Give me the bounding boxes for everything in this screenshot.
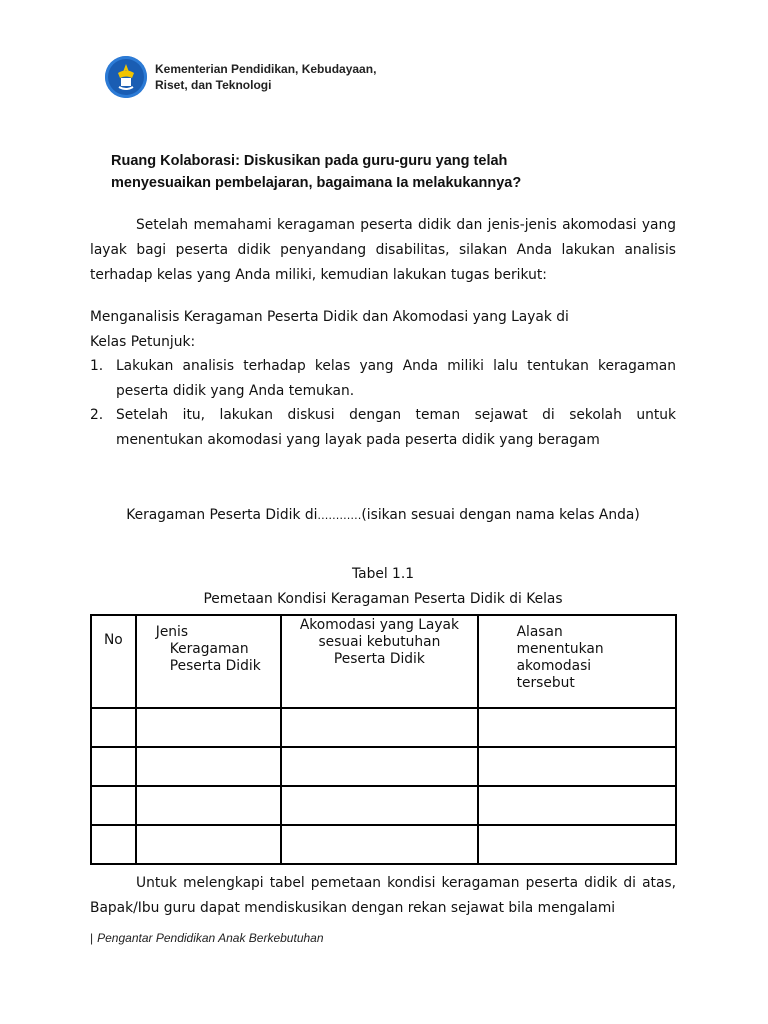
table-cell[interactable]: [478, 786, 676, 825]
header-jenis-line3: Peserta Didik: [169, 658, 261, 674]
mapping-table: [90, 614, 677, 865]
table-cell[interactable]: [281, 786, 477, 825]
table-cell[interactable]: [91, 747, 136, 786]
closing-paragraph: Untuk melengkapi tabel pemetaan kondisi keragaman peserta didik di atas, Bapak/Ibu guru dapat mendiskusikan dengan rekan sejawat bila mengalami: [90, 875, 676, 916]
class-line-suffix: (isikan sesuai dengan nama kelas Anda): [361, 507, 640, 523]
list-item-text: Setelah itu, lakukan diskusi dengan teman sejawat di sekolah untuk menentukan akomodasi yang layak pada peserta didik yang beragam: [116, 407, 676, 448]
title-line2: menyesuaikan pembelajaran, bagaimana Ia melakukannya?: [111, 175, 522, 191]
table-cell[interactable]: [281, 708, 477, 747]
header-ako-line2: sesuai kebutuhan: [318, 634, 441, 650]
table-cell[interactable]: [281, 747, 477, 786]
table-row: [91, 825, 676, 864]
footer-separator: |: [90, 931, 94, 945]
header-alasan-line3: akomodasi: [516, 658, 592, 674]
class-name-blank: …………: [317, 509, 362, 522]
ministry-name-line1: Kementerian Pendidikan, Kebudayaan,: [155, 62, 377, 76]
table-caption: Pemetaan Kondisi Keragaman Peserta Didik di Kelas: [203, 591, 563, 607]
header-jenis-line1: Jenis: [155, 624, 189, 640]
list-item-text: Lakukan analisis terhadap kelas yang Anda miliki lalu tentukan keragaman peserta didik yang Anda temukan.: [116, 358, 676, 399]
header-alasan: [478, 615, 676, 708]
ministry-name-line2: Riset, dan Teknologi: [155, 78, 272, 92]
header-ako-line3: Peserta Didik: [333, 651, 425, 667]
task-heading-line1: Menganalisis Keragaman Peserta Didik dan Akomodasi yang Layak di: [90, 309, 569, 325]
table-cell[interactable]: [91, 825, 136, 864]
task-instructions: [90, 305, 676, 453]
table-cell[interactable]: [136, 747, 281, 786]
page-footer: [90, 931, 324, 945]
section-title: [111, 150, 671, 194]
instruction-list: [90, 354, 676, 452]
table-cell[interactable]: [91, 708, 136, 747]
table-cell[interactable]: [281, 825, 477, 864]
header-alasan-line4: tersebut: [516, 675, 575, 691]
header-ako-line1: Akomodasi yang Layak: [299, 617, 459, 633]
table-row: [91, 786, 676, 825]
table-header-row: [91, 615, 676, 708]
title-line1: Ruang Kolaborasi: Diskusikan pada guru-guru yang telah: [111, 153, 508, 169]
table-row: [91, 708, 676, 747]
ministry-name: [155, 61, 385, 93]
list-item: [90, 354, 676, 403]
table-row: [91, 747, 676, 786]
header-alasan-line2: menentukan: [516, 641, 604, 657]
footer-text: Pengantar Pendidikan Anak Berkebutuhan: [97, 931, 324, 945]
intro-paragraph: Setelah memahami keragaman peserta didik dan jenis-jenis akomodasi yang layak bagi peserta didik penyandang disabilitas, silakan Anda lakukan analisis terhadap kelas yang Anda miliki, kemudian lakukan tugas berikut:: [90, 217, 676, 283]
table-cell[interactable]: [91, 786, 136, 825]
table-number: Tabel 1.1: [351, 566, 414, 582]
header-alasan-line1: Alasan: [516, 624, 563, 640]
header-akomodasi: [281, 615, 477, 708]
class-diversity-line: [90, 503, 676, 528]
header-no: No: [91, 615, 136, 708]
table-cell[interactable]: [478, 825, 676, 864]
table-cell[interactable]: [136, 786, 281, 825]
tut-wuri-handayani-logo: [105, 56, 147, 98]
list-item-number: 2.: [90, 407, 104, 424]
header-jenis-keragaman: [136, 615, 281, 708]
ministry-header: [105, 54, 385, 100]
list-item-number: 1.: [90, 358, 104, 375]
table-cell[interactable]: [136, 825, 281, 864]
class-line-prefix: Keragaman Peserta Didik di: [126, 507, 318, 523]
table-cell[interactable]: [478, 747, 676, 786]
table-cell[interactable]: [478, 708, 676, 747]
list-item: [90, 403, 676, 452]
table-cell[interactable]: [136, 708, 281, 747]
header-jenis-line2: Keragaman: [169, 641, 249, 657]
task-heading-line2: Kelas Petunjuk:: [90, 333, 196, 350]
